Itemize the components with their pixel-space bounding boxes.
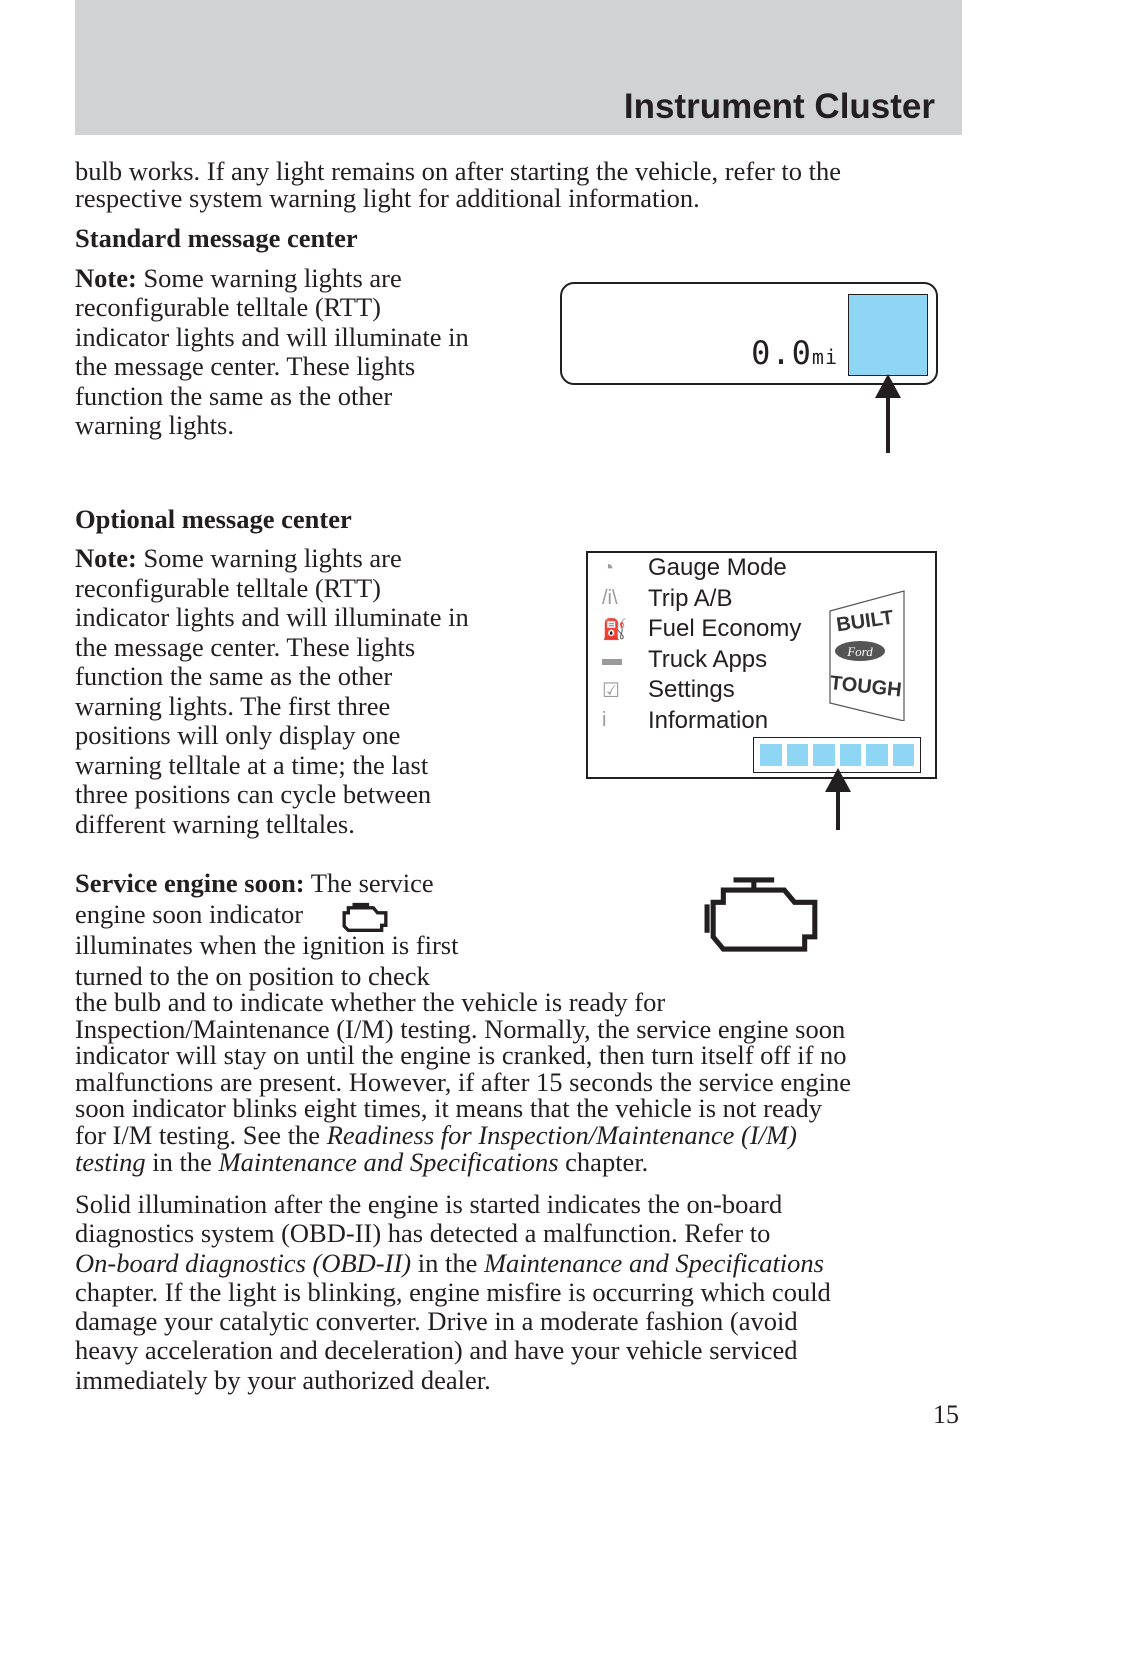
text-line bbox=[75, 780, 469, 810]
menu-item[interactable] bbox=[602, 553, 801, 584]
text-line bbox=[75, 574, 469, 604]
text-segment: chapter. bbox=[558, 1146, 649, 1177]
telltale-slot bbox=[813, 744, 835, 766]
italic-reference: testing bbox=[75, 1146, 146, 1177]
text-segment: illuminates when the ignition is first bbox=[75, 930, 459, 960]
text-line bbox=[75, 603, 469, 633]
menu-item-label: Fuel Economy bbox=[648, 615, 802, 643]
text-line bbox=[75, 1066, 851, 1097]
service-engine-body bbox=[75, 989, 851, 1175]
standard-note bbox=[75, 264, 469, 440]
text-line bbox=[75, 751, 469, 781]
telltale-slot bbox=[893, 744, 915, 766]
page-number: 15 bbox=[933, 1400, 959, 1429]
text-line bbox=[75, 810, 469, 840]
text-segment: warning telltale at a time; the last bbox=[75, 749, 429, 780]
arrow-icon bbox=[836, 790, 840, 830]
text-line bbox=[75, 692, 469, 722]
rtt-indicator-slot bbox=[848, 294, 928, 376]
optional-note bbox=[75, 544, 469, 839]
menu-item-label: Settings bbox=[648, 676, 735, 704]
text-segment: heavy acceleration and deceleration) and have your vehicle serviced bbox=[75, 1335, 798, 1366]
fuel-pump-icon: ⛽ bbox=[602, 618, 627, 641]
italic-reference: On-board diagnostics (OBD-II) bbox=[75, 1247, 412, 1278]
svg-text:Ford: Ford bbox=[847, 644, 873, 659]
text-line bbox=[75, 1336, 831, 1365]
text-line bbox=[75, 1119, 851, 1150]
menu-item-label: Trip A/B bbox=[648, 584, 733, 612]
text-segment: diagnostics system (OBD-II) has detected a malfunction. Refer to bbox=[75, 1218, 771, 1249]
italic-reference: Readiness for Inspection/Maintenance (I/M) bbox=[326, 1119, 797, 1150]
telltale-slot bbox=[760, 744, 782, 766]
built-ford-tough-logo bbox=[828, 589, 906, 721]
truck-icon: ▬ bbox=[602, 648, 622, 671]
bold-label: Note: bbox=[75, 263, 137, 293]
optional-message-center-display bbox=[586, 551, 937, 779]
page-header bbox=[75, 0, 962, 135]
menu-item[interactable] bbox=[602, 675, 801, 706]
text-line bbox=[75, 1190, 831, 1219]
menu-item[interactable] bbox=[602, 706, 801, 737]
text-segment: turned to the on position to check bbox=[75, 961, 430, 991]
menu-item-label: Gauge Mode bbox=[648, 554, 787, 582]
text-segment: bulb works. If any light remains on after starting the vehicle, refer to the bbox=[75, 156, 842, 186]
menu-item-label: Truck Apps bbox=[648, 645, 768, 673]
odometer-readout: 0.0mi bbox=[751, 334, 838, 372]
info-icon: i bbox=[602, 709, 607, 732]
text-line bbox=[75, 721, 469, 751]
text-line bbox=[75, 1013, 851, 1044]
text-segment: damage your catalytic converter. Drive in a moderate fashion (avoid bbox=[75, 1306, 798, 1337]
text-line bbox=[75, 633, 469, 663]
text-segment: chapter. If the light is blinking, engine misfire is occurring which could bbox=[75, 1276, 831, 1307]
text-segment: in the bbox=[145, 1146, 219, 1177]
text-segment: reconfigurable telltale (RTT) bbox=[75, 292, 381, 323]
text-segment: for I/M testing. See the bbox=[75, 1119, 327, 1150]
svg-text:TOUGH: TOUGH bbox=[828, 672, 903, 702]
text-segment: soon indicator blinks eight times, it means that the vehicle is not ready bbox=[75, 1093, 822, 1124]
text-segment: engine soon indicator bbox=[75, 899, 304, 929]
text-segment: Some warning lights are bbox=[136, 263, 402, 293]
text-segment: indicator lights and will illuminate in bbox=[75, 321, 469, 352]
text-line bbox=[75, 1307, 831, 1336]
service-engine-intro bbox=[75, 868, 458, 992]
svg-text:BUILT: BUILT bbox=[835, 606, 895, 637]
text-line bbox=[75, 352, 469, 381]
intro-paragraph bbox=[75, 158, 841, 212]
text-segment: respective system warning light for additional information. bbox=[75, 183, 700, 213]
text-line bbox=[75, 293, 469, 322]
arrow-icon bbox=[886, 396, 890, 453]
text-line bbox=[75, 185, 841, 212]
text-line bbox=[75, 544, 469, 574]
engine-icon-inline bbox=[340, 900, 390, 934]
page-title: Instrument Cluster bbox=[623, 87, 935, 126]
text-segment: different warning telltales. bbox=[75, 808, 355, 839]
service-engine-soon-icon bbox=[703, 872, 825, 957]
text-segment: Solid illumination after the engine is started indicates the on-board bbox=[75, 1189, 783, 1219]
text-segment: reconfigurable telltale (RTT) bbox=[75, 572, 381, 603]
text-line bbox=[75, 1278, 831, 1307]
text-line bbox=[75, 1146, 851, 1177]
optional-heading: Optional message center bbox=[75, 504, 352, 534]
text-segment: The service bbox=[304, 868, 434, 898]
text-line bbox=[75, 158, 841, 185]
text-segment: warning lights. The first three bbox=[75, 690, 391, 721]
text-segment: the message center. These lights bbox=[75, 351, 416, 382]
text-segment: the message center. These lights bbox=[75, 631, 416, 662]
text-segment: immediately by your authorized dealer. bbox=[75, 1364, 491, 1395]
text-line bbox=[75, 1366, 831, 1395]
text-line bbox=[75, 868, 458, 899]
italic-reference: Maintenance and Specifications bbox=[483, 1247, 824, 1278]
telltale-slot bbox=[787, 744, 809, 766]
menu-item[interactable] bbox=[602, 614, 801, 645]
text-line bbox=[75, 1249, 831, 1278]
road-icon: /i\ bbox=[602, 587, 618, 610]
text-line bbox=[75, 1219, 831, 1248]
menu-item[interactable] bbox=[602, 645, 801, 676]
text-line bbox=[75, 989, 851, 1016]
text-line bbox=[75, 930, 458, 961]
text-segment: indicator will stay on until the engine is cranked, then turn itself off if no bbox=[75, 1040, 847, 1071]
gauge-icon: ◔ bbox=[602, 556, 615, 579]
text-line bbox=[75, 662, 469, 692]
text-line bbox=[75, 264, 469, 293]
text-line bbox=[75, 1095, 851, 1122]
text-segment: three positions can cycle between bbox=[75, 779, 432, 809]
menu-item[interactable] bbox=[602, 584, 801, 615]
text-line bbox=[75, 411, 469, 440]
text-segment: indicator lights and will illuminate in bbox=[75, 602, 469, 632]
bold-label: Service engine soon: bbox=[75, 868, 305, 898]
text-segment: positions will only display one bbox=[75, 720, 401, 750]
telltale-slot bbox=[866, 744, 888, 766]
telltale-slot bbox=[840, 744, 862, 766]
standard-heading: Standard message center bbox=[75, 223, 358, 253]
checkbox-icon: ☑ bbox=[602, 679, 620, 702]
menu-item-label: Information bbox=[648, 706, 769, 734]
text-segment: function the same as the other bbox=[75, 380, 393, 411]
text-segment: Some warning lights are bbox=[136, 543, 402, 573]
text-line bbox=[75, 323, 469, 352]
italic-reference: Maintenance and Specifications bbox=[218, 1146, 559, 1177]
text-line bbox=[75, 1042, 851, 1069]
bold-label: Note: bbox=[75, 543, 137, 573]
obd-paragraph bbox=[75, 1190, 831, 1395]
text-segment: the bulb and to indicate whether the vehicle is ready for bbox=[75, 987, 666, 1017]
text-segment: malfunctions are present. However, if after 15 seconds the service engine bbox=[75, 1066, 851, 1097]
text-segment: function the same as the other bbox=[75, 661, 393, 691]
standard-message-center-display bbox=[560, 282, 938, 385]
text-segment: warning lights. bbox=[75, 410, 234, 441]
text-line bbox=[75, 382, 469, 411]
text-segment: in the bbox=[411, 1247, 484, 1278]
text-line bbox=[75, 899, 458, 930]
text-segment: Inspection/Maintenance (I/M) testing. Normally, the service engine soon bbox=[75, 1013, 846, 1044]
menu-list bbox=[602, 553, 801, 736]
